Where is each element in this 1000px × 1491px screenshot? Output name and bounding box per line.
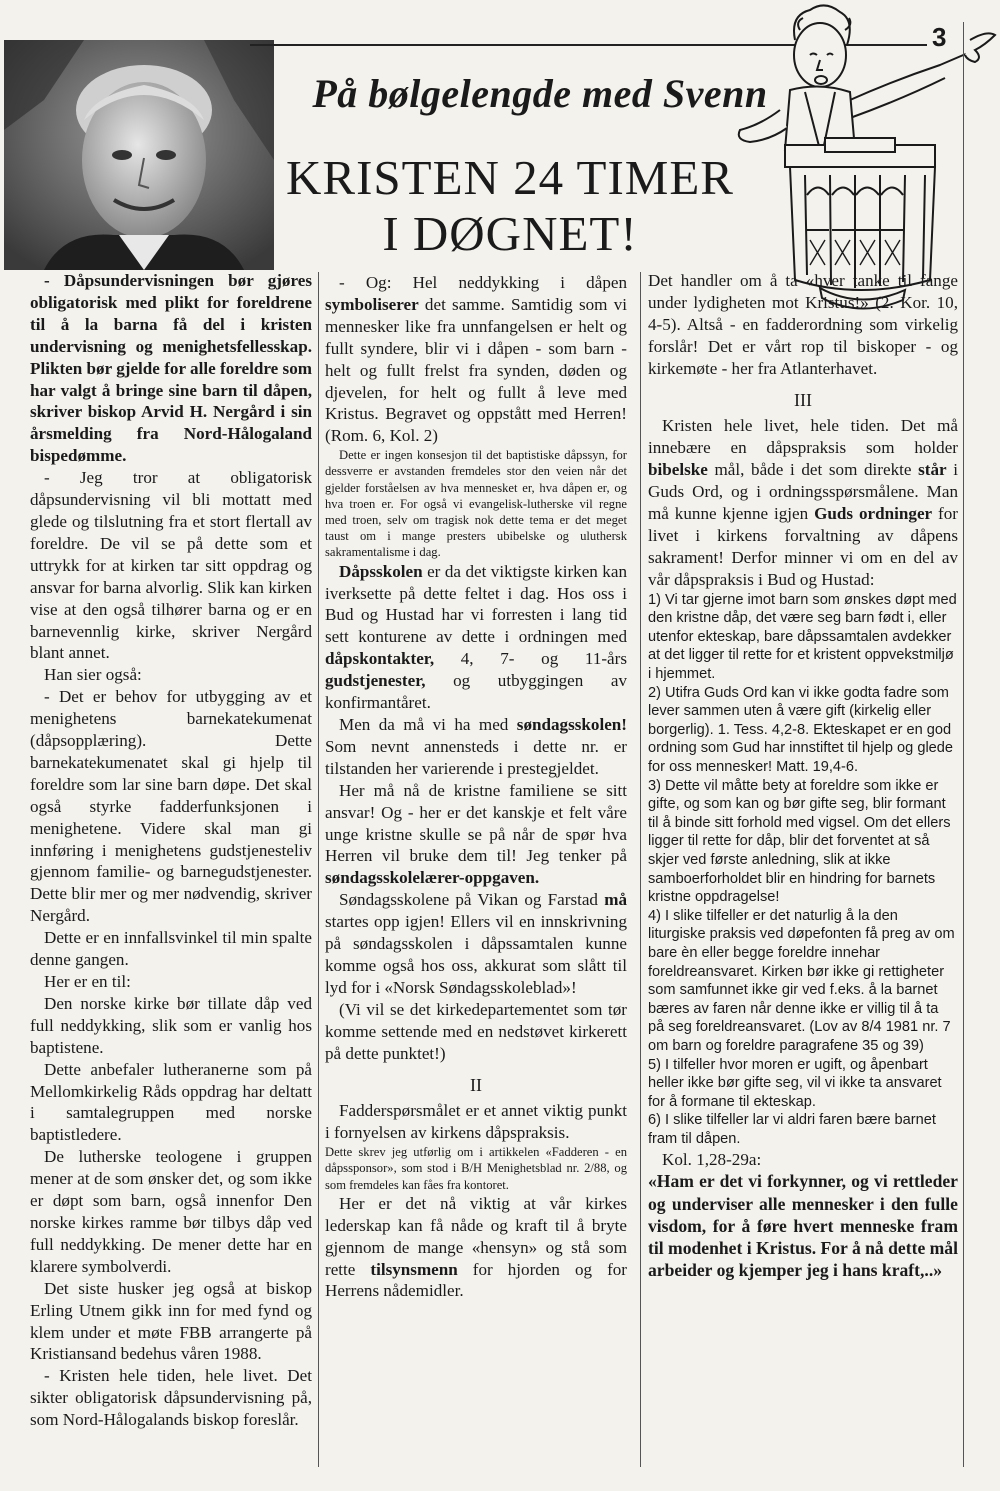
practice-list-item: 5) I tilfeller hvor moren er ugift, og åpenbart heller ikke bør gifte seg, vil vi ikke ta ansvaret for å formane til ekteskap.: [648, 1056, 942, 1110]
text: startes opp igjen! Ellers vil en innskrivning på søndagsskolen i dåpssamtalen kunne komme også hos oss, akkurat som slått til lyd for i «Norsk Søndagsskoleblad»!: [325, 912, 627, 997]
paragraph: [325, 1193, 627, 1303]
paragraph: Det siste husker jeg også at biskop Erling Utnem gikk inn for med fynd og klem under et møte FBB arrangerte på Kristiansand bedehus våren 1988.: [30, 1278, 312, 1364]
practice-list-item: 1) Vi tar gjerne imot barn som ønskes døpt med den kristne dåp, det være seg barn født i, eller utenfor ekteskap, bare dåpssamtalen avdekker at det ligger til rette for et kristent oppvekstmiljø i hjemmet.: [648, 591, 957, 683]
paragraph: - Jeg tror at obligatorisk dåpsundervisning vil bli mottatt med glede og tilslutning fra et stort flertall av foreldre. De vil se på dette som et uttrykk for at kirken tar sitt oppdrag og ansvar for barna alvorlig. Slik kan kirken vise at den også tilhører barna og er en barnevennlig kirke, skriver Nergård blant annet.: [30, 468, 312, 663]
scripture-reference: Kol. 1,28-29a:: [662, 1149, 762, 1169]
emphasis: står: [918, 460, 947, 480]
text: og utbyggingen av konfirmantåret.: [325, 671, 627, 713]
emphasis: dåpskontakter,: [325, 649, 435, 669]
lead-text: - Dåpsundervisningen bør gjøres obligatorisk med plikt for foreldrene til å la barna få del i kristen undervisning og menighetsfellesskap. Plikten bør gjelde for alle foreldre som har valgt å bringe sine barn til dåpen, skriver biskop Arvid H. Nergård i sin årsmelding fra Nord-Hålogaland bispedømme.: [30, 271, 312, 466]
text: Som nevnt annensteds i dette nr. er tilstanden her varierende i prestegjeldet.: [325, 736, 627, 778]
text: for livet i kirkens forvaltning av dåpens sakrament! Derfor minner vi om en del av vår dåpspraksis i Bud og Hustad:: [648, 504, 958, 589]
text: i Guds Ord, og i ordningsspørsmålene. Man må kunne kjenne igjen: [648, 460, 958, 524]
emphasis: Dåpsskolen: [339, 561, 423, 581]
practice-list-item: 4) I slike tilfeller er det naturlig å la den liturgiske praksis ved døpefonten få preg av om bare èn eller begge foreldre innehar foreldreansvaret. Kirken bør ikke gi rettigheter som samfunnet ikke gir ved f.eks. å la barnet bæres av faren når denne ikke er villig til å ta på seg foreldreansvaret. (Lov av 8/4 1981 nr. 7 om barn og foreldre paragrafene 35 og 39): [648, 907, 955, 1054]
paragraph: [325, 780, 627, 890]
text: Men da må vi ha med: [339, 715, 517, 735]
section-heading-ii: II: [470, 1074, 482, 1095]
article-column-2: [325, 272, 627, 1467]
article-column-1: [30, 270, 312, 1465]
emphasis: symboliserer: [325, 294, 419, 314]
text: Her må nå de kristne familiene se sitt ansvar! Og - her er det kanskje et felt våre unge kristne skulle se på når de spør hva Herren vil bruke dem til! Jeg tenker på: [325, 780, 627, 866]
practice-list-item: 3) Dette vil måtte bety at foreldre som ikke er gifte, og som kan og bør gifte seg, blir formant til å binde sitt forhold med vigsel. Om det ellers ligger til rette for dåp, blir det forventet at så skjer ved første anledning, slik at ikke samboerforholdet blir en hindring for barnets kristne oppdragelse!: [648, 777, 951, 906]
emphasis: Guds ordninger: [814, 504, 933, 524]
headline-line-2: I DØGNET!: [382, 206, 638, 261]
text: for hjorden og for Herrens nådemidler.: [325, 1259, 627, 1301]
headline: [250, 150, 770, 262]
paragraph: [325, 889, 627, 999]
lead-paragraph: [30, 270, 312, 467]
text: Kristen hele livet, hele tiden. Det må innebære en dåpspraksis som holder: [648, 416, 958, 458]
text: det samme. Samtidig som vi mennesker like fra unnfangelsen er helt og fullt syndere, blir vi i dåpen - som barn - helt og fullt frelst fra synden, døden og djevelen, for helt og fullt å leve med Kristus. Begravet og oppstått med Herren! (Rom. 6, Kol. 2): [325, 294, 627, 446]
page-number: 3: [932, 22, 947, 52]
text: 4, 7- og 11-års: [434, 649, 627, 669]
footnote-paragraph: Dette er ingen konsesjon til det baptistiske dåpssyn, for dessverre er avstanden fremdeles stor den veien når det gjelder forståelsen av hva mennesket er, hva dåpen er, og hva troen er. For også vi evangelisk-lutherske vil regne med troen, selv om tragisk nok dette tema er det meget taust om i mange presters ubibelske og uluthersk sakramentalisme i dag.: [325, 448, 627, 560]
emphasis: bibelske: [648, 460, 708, 480]
emphasis: tilsynsmenn: [370, 1259, 458, 1279]
paragraph: [325, 272, 627, 447]
paragraph: [648, 415, 958, 590]
closing-quote: «Ham er det vi forkynner, og vi rettleder og underviser alle mennesker i den fulle visdom, for å føre hvert menneske fram til modenhet i Kristus. For å nå dette mål arbeider og kjemper jeg i hans kraft,..»: [648, 1171, 958, 1281]
footnote-paragraph: Dette skrev jeg utførlig om i artikkelen «Fadderen - en dåpssponsor», som stod i B/H Menighetsblad nr. 2/88, og som fremdeles kan fåes fra kontoret.: [325, 1145, 627, 1192]
paragraph: Det handler om å ta «hver tanke til fange under lydigheten mot Kristus!» (2. Kor. 10, 4-5). Altså - en fadderordning som virkelig forslår! Det er vårt rop til biskoper - og kirkemøte - her fra Atlanterhavet.: [648, 271, 958, 378]
paragraph: Den norske kirke bør tillate dåp ved full neddykking, slik som er vanlig hos baptistene.: [30, 993, 312, 1057]
column-divider-1: [318, 272, 319, 1467]
text: mål, både i det som direkte: [707, 460, 919, 480]
author-photo: [4, 40, 274, 270]
column-divider-2: [640, 272, 641, 1467]
paragraph: Han sier også:: [44, 665, 142, 685]
text: Søndagsskolene på Vikan og Farstad: [339, 890, 605, 910]
paragraph: (Vi vil se det kirkedepartementet som tør komme settende med en nedstøvet kirkerett på dette punktet!): [325, 999, 627, 1063]
paragraph: Dette anbefaler lutheranerne som på Mellomkirkelig Råds oppdrag har deltatt i samtalegruppen med norske baptistledere.: [30, 1059, 312, 1145]
practice-list-item: 6) I slike tilfeller lar vi aldri faren bære barnet fram til dåpen.: [648, 1112, 936, 1147]
paragraph: Her er en til:: [44, 972, 131, 991]
emphasis: søndagsskolen!: [516, 715, 627, 735]
headline-line-1: KRISTEN 24 TIMER: [286, 150, 734, 205]
emphasis: må: [604, 890, 627, 910]
paragraph: De lutherske teologene i gruppen mener at de som ønsker det, og som ikke er døpt som barn, også innenfor Den norske kirkes ramme bør tilbys dåp ved full neddykking. De mener dette har en klarere symbolverdi.: [30, 1147, 312, 1276]
text: Her er det nå viktig at vår kirkes lederskap kan få nåde og kraft til å bryte gjennom de mange «hensyn» og stå som rette: [325, 1193, 627, 1279]
paragraph: Fadderspørsmålet er et annet viktig punkt i fornyelsen av kirkens dåpspraksis.: [325, 1101, 627, 1143]
article-column-3: [648, 270, 958, 1465]
paragraph: - Det er behov for utbygging av et menighetens barnekatekumenat (dåpsopplæring). Dette barnekatekumenatet skal gi hjelp til foreldre som lar sine barn døpe. Det skal også styrke fadderfunksjonen i menighetene. Videre skal man gi innføring i menighetens gudstjenesteliv gjennom familie- og barnegudstjenester. Dette blir mer og mer nødvendig, skriver Nergård.: [30, 687, 312, 926]
column-divider-right: [963, 22, 964, 1467]
text: er da det viktigste kirken kan iverksette på dette feltet i dag. Hos oss i Bud og Hustad har vi forresten i lang tid sett konturene av dette i ordningen med: [325, 561, 627, 647]
emphasis: gudstjenester,: [325, 671, 426, 691]
paragraph: [325, 561, 627, 714]
paragraph: Dette er en innfallsvinkel til min spalte denne gangen.: [30, 928, 312, 970]
practice-list-item: 2) Utifra Guds Ord kan vi ikke godta fadre som lever sammen uten å være gift (kirkelig eller borgerlig). 1. Tess. 4,2-8. Ekteskapet er en god ordning som Gud har innstiftet til hjelp og glede for oss mennesker! Matt. 19,4-6.: [648, 684, 954, 776]
text: - Og: Hel neddykking i dåpen: [339, 273, 627, 292]
column-kicker: På bølgelengde med Svenn: [312, 71, 768, 116]
emphasis: søndagsskolelærer-oppgaven.: [325, 868, 540, 888]
paragraph: - Kristen hele tiden, hele livet. Det sikter obligatorisk dåpsundervisning på, som Nord-Hålogalands biskop foreslår.: [30, 1366, 312, 1430]
section-heading-iii: III: [794, 389, 812, 410]
paragraph: [325, 714, 627, 780]
author-portrait-image: [4, 40, 274, 270]
